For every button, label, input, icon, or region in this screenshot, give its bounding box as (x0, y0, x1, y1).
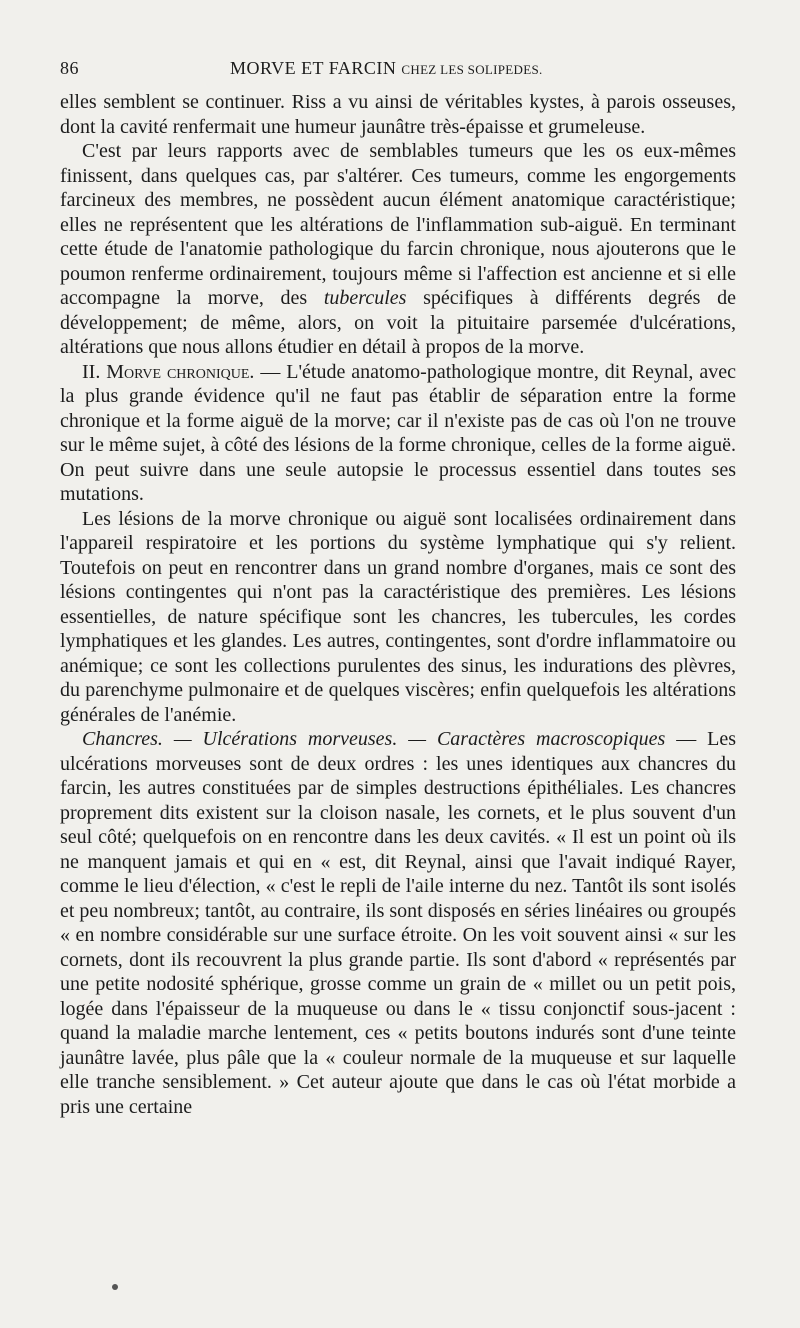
paragraph-2-text-b: spécifiques à différents degrés de développement; de même, alors, on voit la pituitaire parsemée d'ulcérations, altérations que nous allons étudier en détail à propos de la morve. (60, 287, 736, 358)
running-title (230, 58, 543, 79)
paragraph-5-text: — Les ulcérations morveuses sont de deux ordres : les unes identiques aux chancres du farcin, les autres constituées par de simples destructions épithéliales. Les chancres proprement dits existent sur la cloison nasale, les cornets, et le plus souvent d'un seul côté; quelquefois on en rencontre dans les deux cavités. « Il est un point où ils ne manquent jamais et qui en « est, dit Reynal, ainsi que l'avait indiqué Rayer, comme le lieu d'élection, « c'est le repli de l'aile interne du nez. Tantôt ils sont isolés et peu nombreux; tantôt, au contraire, ils sont disposés en séries linéaires ou groupés « en nombre considérable sur une surface étroite. On les voit souvent ainsi « sur les cornets, dont ils recouvrent la plus grande partie. Ils sont d'abord « représentés par une petite nodosité sphérique, grosse comme un grain de « millet ou un petit pois, logée dans l'épaisseur de la muqueuse ou dans le « tissu conjonctif sous-jacent : quand la maladie marche lentement, ces « petits boutons indurés sont d'une teinte jaunâtre lavée, plus pâle que la « couleur normale de la muqueuse et sur laquelle elle tranche sensiblement. » Cet auteur ajoute que dans le cas où l'état morbide a pris une certaine (60, 728, 736, 1118)
ink-speck (112, 1284, 118, 1290)
running-header (60, 58, 736, 84)
paragraph-3 (60, 360, 736, 507)
page-number: 86 (60, 58, 79, 78)
running-title-main: MORVE ET FARCIN (230, 58, 397, 78)
section-number: II. (82, 360, 107, 383)
emphasis-tubercules: tubercules (323, 287, 407, 309)
subsection-heading: Chancres. — Ulcérations morveuses. — Caractères macroscopiques (82, 728, 666, 750)
paragraph-3-text: — L'étude anatomo-pathologique montre, dit Reynal, avec la plus grande évidence qu'il ne faut pas établir de séparation entre la forme chronique et la forme aiguë de la morve; car il n'existe pas de cas où l'on ne trouve sur le même sujet, à côté des lésions de la forme chronique, celles de la forme aiguë. On peut suivre dans une seule autopsie le processus essentiel dans toutes ses mutations. (60, 360, 736, 505)
page-body (60, 90, 736, 1119)
paragraph-1: elles semblent se continuer. Riss a vu ainsi de véritables kystes, à parois osseuses, dont la cavité renfermait une humeur jaunâtre très-épaisse et grumeleuse. (60, 91, 736, 138)
section-heading: Morve chronique. (106, 360, 255, 383)
paragraph-2 (60, 139, 736, 360)
paragraph-4: Les lésions de la morve chronique ou aiguë sont localisées ordinairement dans l'appareil respiratoire et les portions du système lymphatique qui s'y relient. Toutefois on peut en rencontrer dans un grand nombre d'organes, mais ce sont des lésions contingentes qui n'ont pas la caractéristique des premières. Les lésions essentielles, de nature spécifique sont les chancres, les tubercules, les cordes lymphatiques et les glandes. Les autres, contingentes, sont d'ordre inflammatoire ou anémique; ce sont les collections purulentes des sinus, les indurations des plèvres, du parenchyme pulmonaire et de quelques viscères; enfin quelquefois les altérations générales de l'anémie. (60, 507, 736, 726)
running-title-small: CHEZ LES SOLIPEDES. (401, 62, 543, 77)
paragraph-2-text-a: C'est par leurs rapports avec de semblables tumeurs que les os eux-mêmes finissent, dans quelques cas, par s'altérer. Ces tumeurs, comme les engorgements farcineux des membres, ne possèdent aucun élément anatomique caractéristique; elles ne représentent que les altérations de l'inflammation sub-aiguë. En terminant cette étude de l'anatomie pathologique du farcin chronique, nous ajouterons que le poumon renferme ordinairement, toujours même si l'affection est ancienne et si elle accompagne la morve, des (60, 140, 736, 309)
paragraph-5 (60, 727, 736, 1119)
